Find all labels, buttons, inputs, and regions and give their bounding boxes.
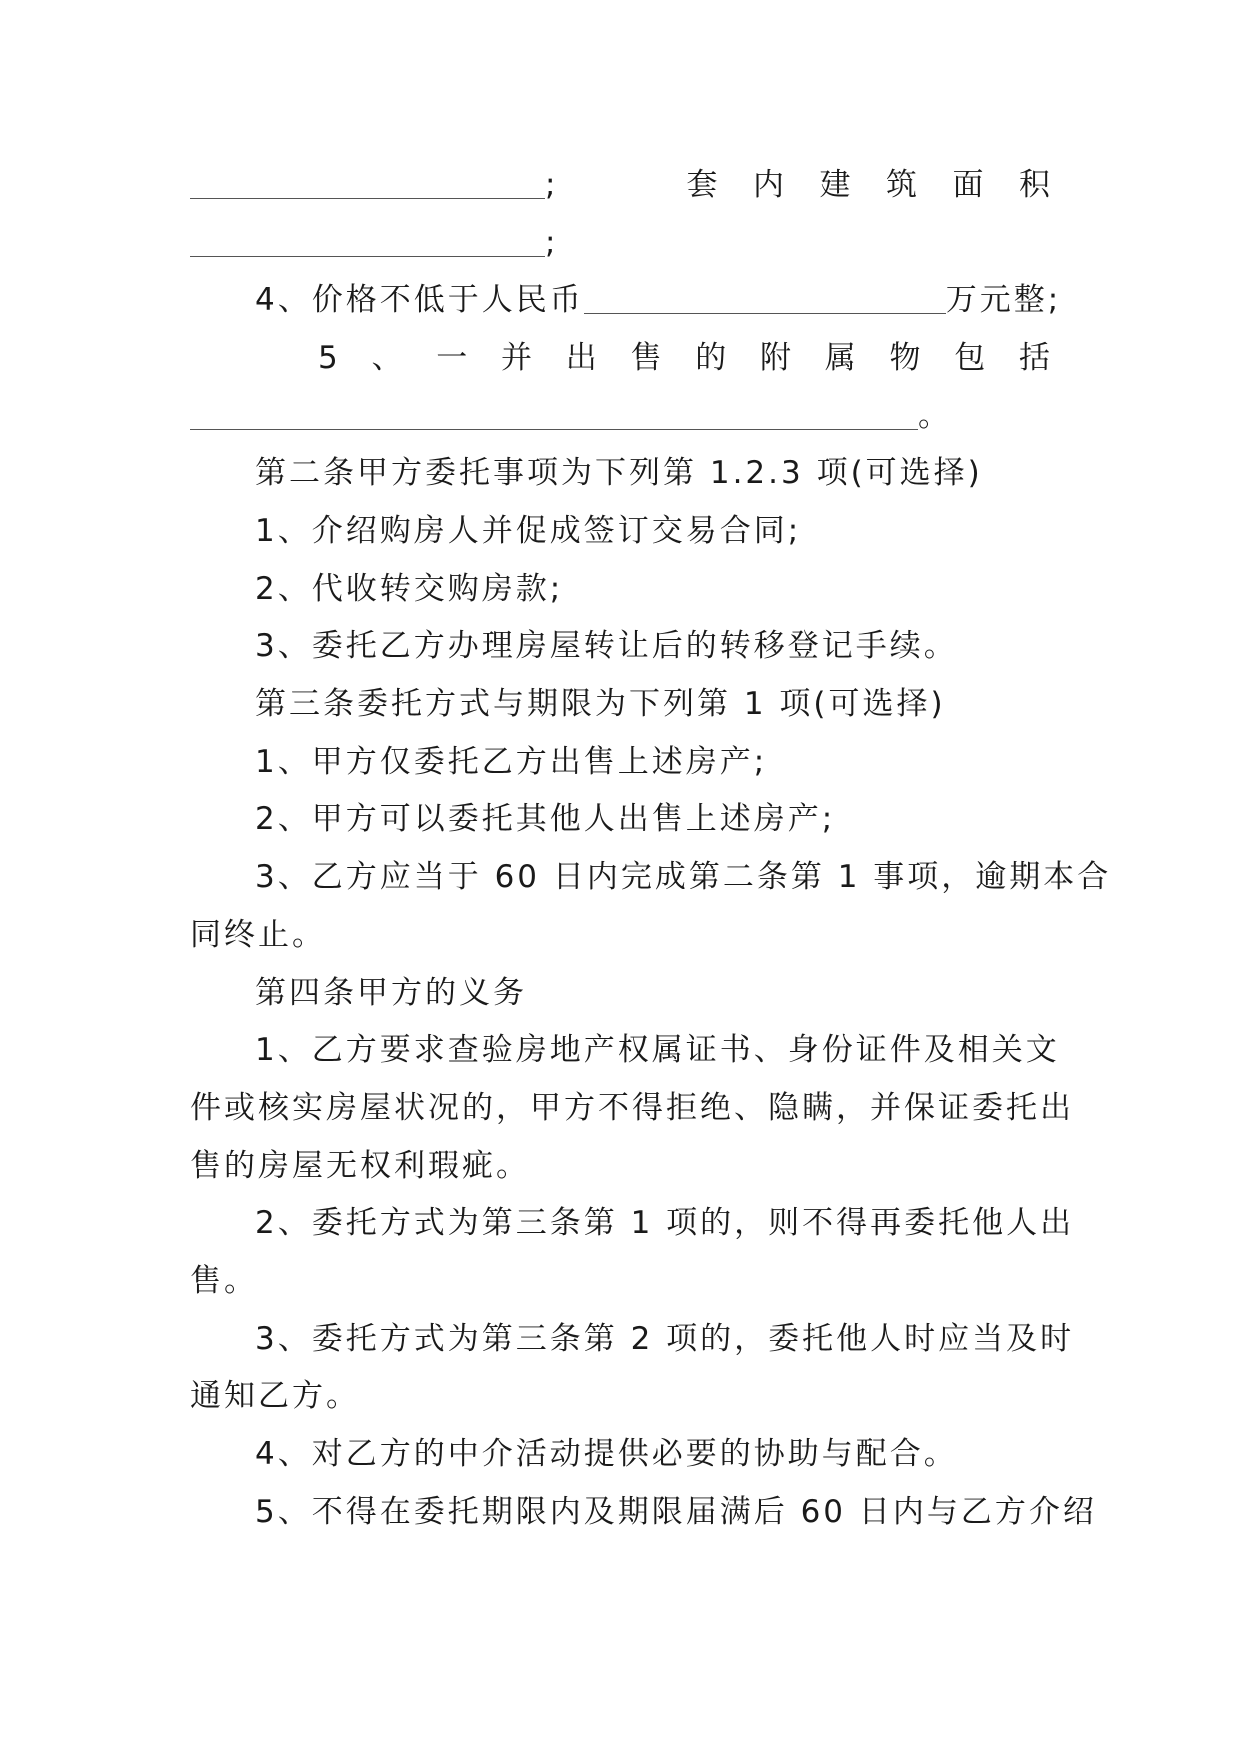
article-4-heading: 第四条甲方的义务 — [255, 975, 527, 1011]
char: 筑 — [885, 167, 917, 203]
fill-blank — [190, 395, 918, 430]
char: 包 — [954, 340, 986, 376]
paragraph-line: 3、委托乙方办理房屋转让后的转移登记手续。 — [255, 628, 958, 664]
paragraph-line: 4、对乙方的中介活动提供必要的协助与配合。 — [255, 1436, 958, 1472]
article-2-heading: 第二条甲方委托事项为下列第 1.2.3 项(可选择) — [255, 455, 983, 491]
char: 套 — [686, 167, 718, 203]
paragraph-line: 1、乙方要求查验房地产权属证书、身份证件及相关文 — [255, 1032, 1060, 1068]
paragraph-line: 3、乙方应当于 60 日内完成第二条第 1 事项，逾期本合 — [255, 859, 1112, 895]
item5-end: 。 — [918, 398, 952, 434]
fill-blank — [584, 279, 946, 314]
fill-blank — [190, 222, 545, 257]
char: 出 — [565, 340, 597, 376]
char: 面 — [952, 167, 984, 203]
char: 售 — [630, 340, 662, 376]
paragraph-line: 2、代收转交购房款; — [255, 571, 564, 607]
line-row2 — [190, 214, 1050, 272]
char: 括 — [1018, 340, 1050, 376]
row2-semicolon: ; — [545, 225, 559, 261]
char: 的 — [695, 340, 727, 376]
line-item4 — [255, 271, 1062, 329]
item4-prefix: 4、价格不低于人民币 — [255, 282, 584, 318]
paragraph-line: 5、不得在委托期限内及期限届满后 60 日内与乙方介绍 — [255, 1494, 1097, 1530]
article-3-heading: 第三条委托方式与期限为下列第 1 项(可选择) — [255, 686, 946, 722]
paragraph-line: 1、介绍购房人并促成签订交易合同; — [255, 513, 802, 549]
char: 、 — [371, 340, 403, 376]
paragraph-line: 售的房屋无权利瑕疵。 — [190, 1148, 530, 1184]
paragraph-line: 1、甲方仅委托乙方出售上述房产; — [255, 744, 768, 780]
fill-blank — [190, 164, 545, 199]
line-item5 — [318, 329, 1050, 387]
paragraph-line: 售。 — [190, 1263, 258, 1299]
line-row1 — [190, 156, 1050, 214]
paragraph-line: 通知乙方。 — [190, 1378, 360, 1414]
char: 附 — [759, 340, 791, 376]
char: 物 — [889, 340, 921, 376]
char: 积 — [1018, 167, 1050, 203]
char: 一 — [436, 340, 468, 376]
paragraph-line: 3、委托方式为第三条第 2 项的，委托他人时应当及时 — [255, 1321, 1075, 1357]
char: 内 — [752, 167, 784, 203]
row1-blank-group — [190, 156, 555, 214]
char: 并 — [500, 340, 532, 376]
line-item5-end — [190, 387, 1050, 445]
row1-semicolon: ; — [545, 167, 556, 203]
spacer — [591, 156, 651, 214]
paragraph-line: 同终止。 — [190, 917, 326, 953]
paragraph-line: 件或核实房屋状况的，甲方不得拒绝、隐瞒，并保证委托出 — [190, 1090, 1074, 1126]
char: 属 — [824, 340, 856, 376]
paragraph-line: 2、委托方式为第三条第 1 项的，则不得再委托他人出 — [255, 1205, 1075, 1241]
char: 建 — [819, 167, 851, 203]
paragraph-line: 2、甲方可以委托其他人出售上述房产; — [255, 801, 836, 837]
char: 5 — [318, 340, 338, 376]
item4-suffix: 万元整; — [945, 282, 1062, 318]
